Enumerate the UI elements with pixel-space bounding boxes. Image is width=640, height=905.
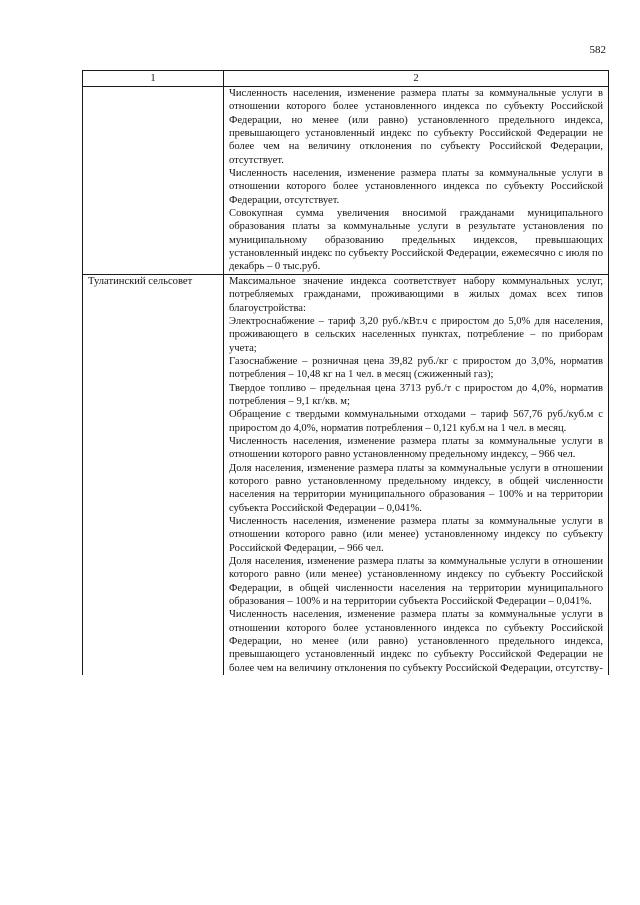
paragraph: Численность населения, изменение размера платы за коммунальные услуги в отношении которого более установленного индекса по субъекту Российской Федерации, отсутствует.: [229, 168, 603, 206]
table-row: [83, 87, 609, 275]
paragraph: Численность населения, изменение размера платы за коммунальные услуги в отношении которого более установленного индекса по субъекту Российской Федерации, но менее (или равно) установленного предельного индекса, превышающего установленный индекс по субъекту Российской Федерации не более чем на величину отклонения по субъекту Российской Федерации, отсутствует.: [229, 88, 603, 166]
table-header-row: [83, 71, 609, 87]
description-cell: [224, 274, 609, 675]
table-row: [83, 274, 609, 675]
paragraph: Совокупная сумма увеличения вносимой гражданами муниципального образования платы за коммунальные услуги в результате установления по муниципальному образованию предельных индексов, превышающих установленный индекс по субъекту Российской Федерации, ежемесячно с июля по декабрь – 0 тыс.руб.: [229, 208, 603, 273]
paragraph: Максимальное значение индекса соответствует набору коммунальных услуг, потребляемых гражданами, проживающими в жилых домах всех типов благоустройства:: [229, 275, 603, 314]
municipality-name: Тулатинский сельсовет: [88, 275, 193, 287]
paragraph: Электроснабжение – тариф 3,20 руб./кВт.ч с приростом до 5,0% для населения, проживающего в сельских населенных пунктах, потребление – по приборам учета;: [229, 315, 603, 354]
paragraph: Численность населения, изменение размера платы за коммунальные услуги в отношении которого равно (или менее) установленному индексу по субъекту Российской Федерации, – 966 чел.: [229, 516, 603, 554]
paragraph: Твердое топливо – предельная цена 3713 руб./т с приростом до 4,0%, норматив потребления – 9,1 кг/кв. м;: [229, 382, 603, 407]
paragraph: Обращение с твердыми коммунальными отходами – тариф 567,76 руб./куб.м с приростом до 4,0%, норматив потребления – 0,121 куб.м на 1 чел. в месяц.: [229, 409, 603, 434]
column-header-1: 1: [83, 71, 224, 87]
paragraph: Газоснабжение – розничная цена 39,82 руб./кг с приростом до 3,0%, норматив потребления – 10,48 кг на 1 чел. в месяц (сжиженный газ);: [229, 355, 603, 381]
description-cell: [224, 87, 609, 275]
paragraph: Доля населения, изменение размера платы за коммунальные услуги в отношении которого равно (или менее) установленному индексу по субъекту Российской Федерации, в общей численности населения на территории муниципального образования – 100% и на территории субъекта Российской Федерации – 0,041%.: [229, 556, 603, 608]
document-table: [82, 70, 609, 675]
paragraph: Численность населения, изменение размера платы за коммунальные услуги в отношении которого равно установленному предельному индексу, – 966 чел.: [229, 435, 603, 461]
column-header-2: 2: [224, 71, 609, 87]
municipality-cell: [83, 274, 224, 675]
paragraph: Доля населения, изменение размера платы за коммунальные услуги в отношении которого равно установленному предельному индексу, в общей численности населения на территории муниципального образования – 100% и на территории субъекта Российской Федерации – 0,041%.: [229, 462, 603, 514]
page-number: 582: [589, 44, 606, 56]
municipality-cell: [83, 87, 224, 275]
paragraph: Численность населения, изменение размера платы за коммунальные услуги в отношении которого более установленного индекса по субъекту Российской Федерации, но менее (или равно) установленного предельного индекса, превышающего установленный индекс по субъекту Российской Федерации не более чем на величину отклонения по субъекту Российской Федерации, отсутству-: [229, 609, 603, 674]
